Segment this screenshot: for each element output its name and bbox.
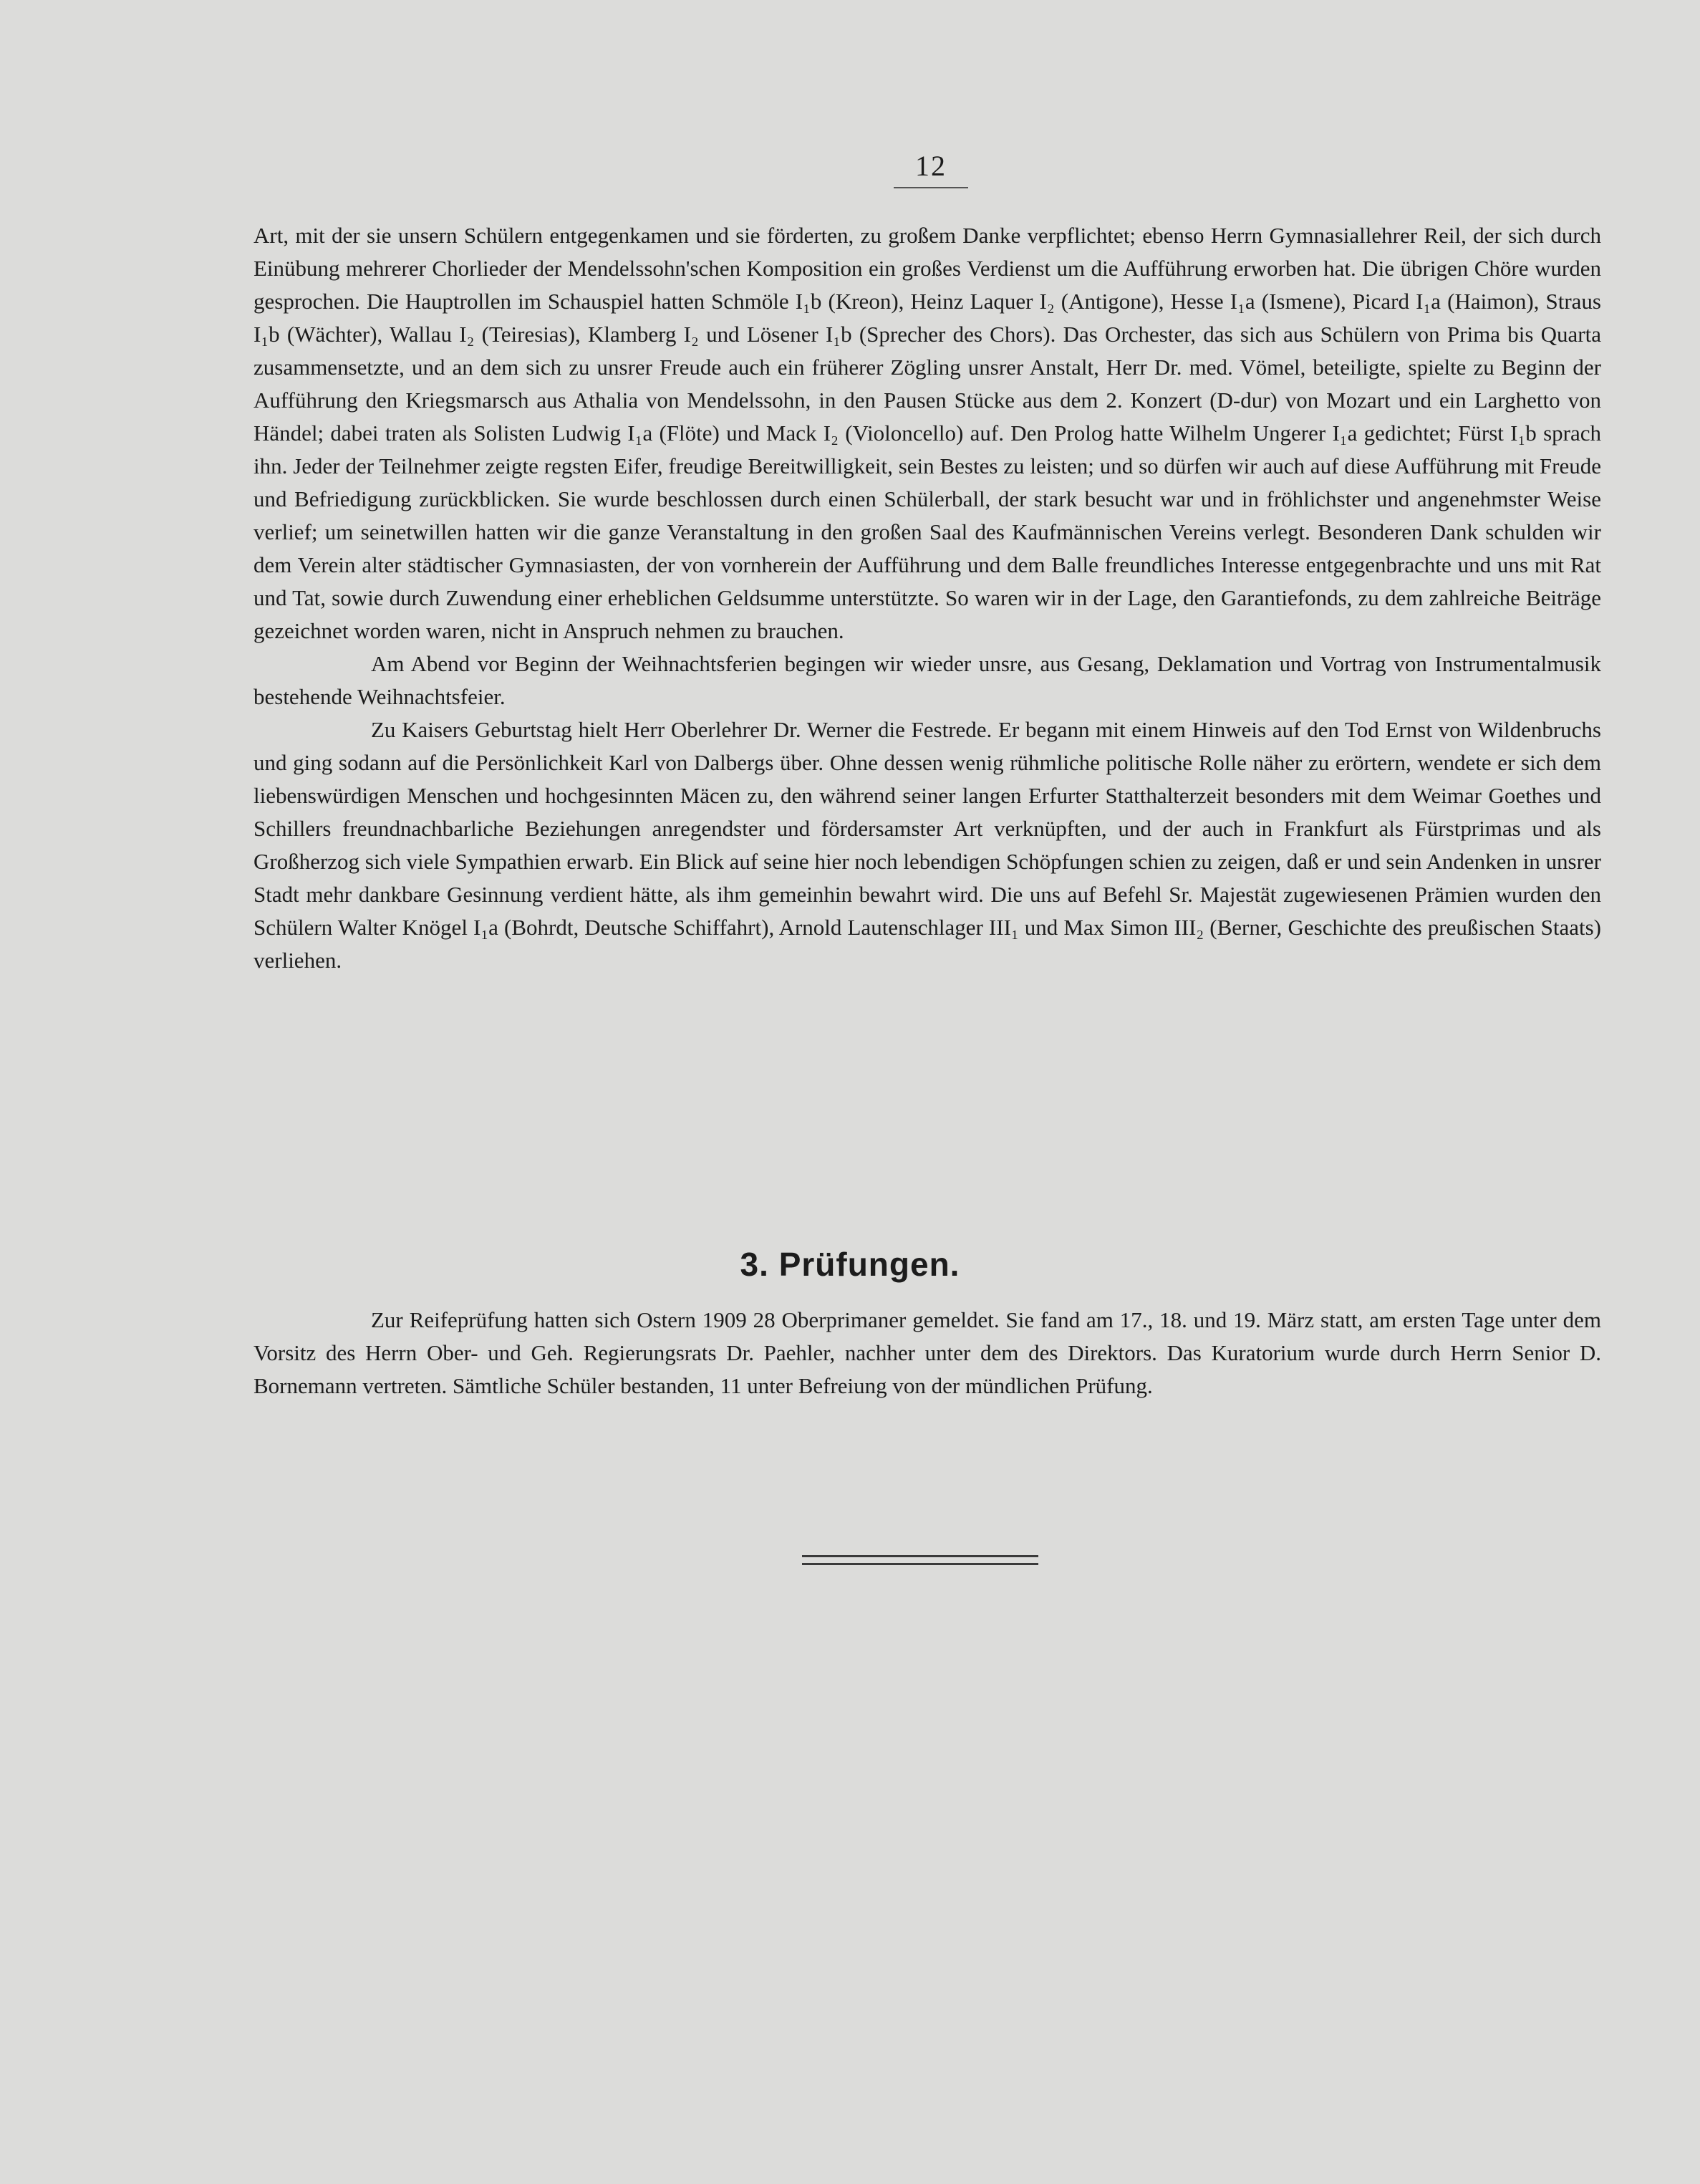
- page-number: 12: [915, 150, 947, 182]
- section-heading-pruefungen: 3. Prüfungen.: [740, 1246, 960, 1283]
- main-text-block: [253, 219, 1601, 977]
- paragraph-weihnachtsfeier: Am Abend vor Beginn der Weihnachtsferien begingen wir wieder unsre, aus Gesang, Deklamation und Vortrag von Instrumentalmusik bestehende Weihnachtsfeier.: [253, 651, 1601, 709]
- paragraph-continuation: Art, mit der sie unsern Schülern entgegenkamen und sie förderten, zu großem Danke verpflichtet; ebenso Herrn Gymnasiallehrer Reil, der sich durch Einübung mehrerer Chorlieder der Mendelssohn'schen Komposition ein großes Verdienst um die Aufführung erworben hat. Die übrigen Chöre wurden gesprochen. Die Hauptrollen im Schauspiel hatten Schmöle I₁b (Kreon), Heinz Laquer I₂ (Antigone), Hesse I₁a (Ismene), Picard I₁a (Haimon), Straus I₁b (Wächter), Wallau I₂ (Teiresias), Klamberg I₂ und Lösener I₁b (Sprecher des Chors). Das Orchester, das sich aus Schülern von Prima bis Quarta zusammensetzte, und an dem sich zu unsrer Freude auch ein früherer Zögling unsrer Anstalt, Herr Dr. med. Vömel, beteiligte, spielte zu Beginn der Aufführung den Kriegsmarsch aus Athalia von Mendelssohn, in den Pausen Stücke aus dem 2. Konzert (D-dur) von Mozart und ein Larghetto von Händel; dabei traten als Solisten Ludwig I₁a (Flöte) und Mack I₂ (Violoncello) auf. Den Prolog hatte Wilhelm Ungerer I₁a gedichtet; Fürst I₁b sprach ihn. Jeder der Teilnehmer zeigte regsten Eifer, freudige Bereitwilligkeit, sein Bestes zu leisten; und so dürfen wir auch auf diese Aufführung mit Freude und Befriedigung zurückblicken. Sie wurde beschlossen durch einen Schülerball, der stark besucht war und in fröhlichster und angenehmster Weise verlief; um seinetwillen hatten wir die ganze Veranstaltung in den großen Saal des Kaufmännischen Vereins verlegt. Besonderen Dank schulden wir dem Verein alter städtischer Gymnasiasten, der von vornherein der Aufführung und dem Balle freundliches Interesse entgegenbrachte und uns mit Rat und Tat, sowie durch Zuwendung einer erheblichen Geldsumme unterstützte. So waren wir in der Lage, den Garantiefonds, zu dem zahlreiche Beiträge gezeichnet worden waren, nicht in Anspruch nehmen zu brauchen.: [253, 223, 1601, 643]
- end-double-rule: [802, 1555, 1038, 1565]
- page-number-rule: [894, 187, 968, 188]
- paragraph-reifepruefung: Zur Reifeprüfung hatten sich Ostern 1909 28 Oberprimaner gemeldet. Sie fand am 17., 18. und 19. März statt, am ersten Tage unter dem Vorsitz des Herrn Ober- und Geh. Regierungsrats Dr. Paehler, nachher unter dem des Direktors. Das Kuratorium wurde durch Herrn Senior D. Bornemann vertreten. Sämtliche Schüler bestanden, 11 unter Befreiung von der mündlichen Prüfung.: [253, 1307, 1601, 1398]
- paragraph-kaisers-geburtstag: Zu Kaisers Geburtstag hielt Herr Oberlehrer Dr. Werner die Festrede. Er begann mit einem Hinweis auf den Tod Ernst von Wildenbruchs und ging sodann auf die Persönlichkeit Karl von Dalbergs über. Ohne dessen wenig rühmliche politische Rolle näher zu erörtern, wendete er sich dem liebenswürdigen Menschen und hochgesinnten Mäcen zu, den während seiner langen Erfurter Statthalterzeit besonders mit dem Weimar Goethes und Schillers freundnachbarliche Beziehungen anregendster und fördersamster Art verknüpften, und der auch in Frankfurt als Fürstprimas und als Großherzog sich viele Sympathien erwarb. Ein Blick auf seine hier noch lebendigen Schöpfungen schien zu zeigen, daß er und sein Andenken in unsrer Stadt mehr dankbare Gesinnung verdient hätte, als ihm gemeinhin bewahrt wird. Die uns auf Befehl Sr. Majestät zugewiesenen Prämien wurden den Schülern Walter Knögel I₁a (Bohrdt, Deutsche Schiffahrt), Arnold Lautenschlager III₁ und Max Simon III₂ (Berner, Geschichte des preußischen Staats) verliehen.: [253, 717, 1601, 973]
- pruefungen-text-block: [253, 1304, 1601, 1403]
